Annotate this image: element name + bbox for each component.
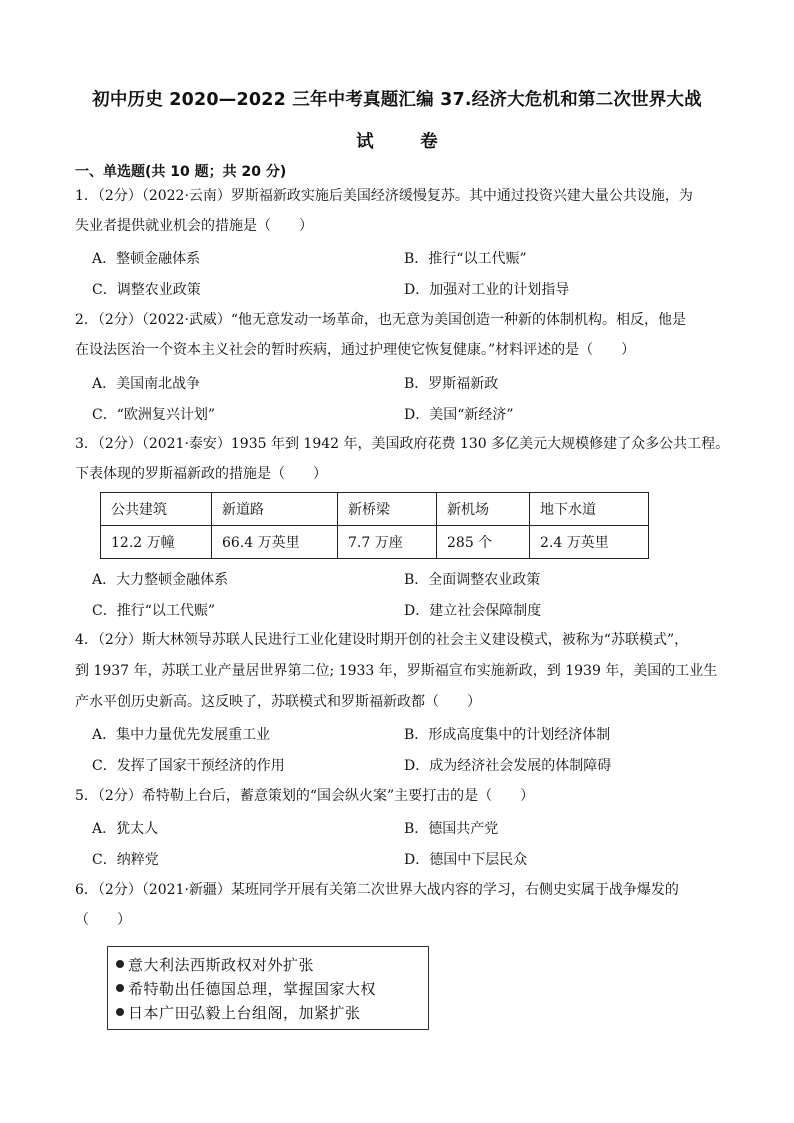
- table-header-cell: 新机场: [437, 493, 530, 526]
- table-header-cell: 公共建筑: [101, 493, 212, 526]
- q1-stem-line1: 1．（2分）（2022·云南）罗斯福新政实施后美国经济缓慢复苏。其中通过投资兴建大量公共设施，为: [75, 188, 693, 204]
- table-header-cell: 新桥梁: [338, 493, 437, 526]
- q4-stem-line2: 到 1937 年，苏联工业产量居世界第二位; 1933 年，罗斯福宣布实施新政，到 1939 年，美国的工业生: [75, 663, 718, 679]
- page-title: 初中历史 2020—2022 三年中考真题汇编 37.经济大危机和第二次世界大战: [92, 90, 702, 110]
- q3-option-b[interactable]: B．全面调整农业政策: [404, 572, 541, 588]
- q1-option-a[interactable]: A．整顿金融体系: [92, 251, 201, 267]
- q4-stem-line3: 产水平创历史新高。这反映了，苏联模式和罗斯福新政都（ ）: [75, 694, 481, 710]
- fact-text: 意大利法西斯政权对外扩张: [128, 956, 315, 974]
- q3-stem-line2: 下表体现的罗斯福新政的措施是（ ）: [75, 466, 327, 482]
- q6-stem-line1: 6．（2分）（2021·新疆）某班同学开展有关第二次世界大战内容的学习，右侧史实属于战争爆发的: [75, 882, 679, 898]
- q2-option-a[interactable]: A．美国南北战争: [92, 376, 201, 392]
- q5-option-a[interactable]: A．犹太人: [92, 821, 159, 837]
- table-row: [101, 526, 649, 559]
- table-cell: 7.7 万座: [338, 526, 437, 559]
- table-cell: 285 个: [437, 526, 530, 559]
- q4-option-a[interactable]: A．集中力量优先发展重工业: [92, 727, 271, 743]
- q4-option-d[interactable]: D．成为经济社会发展的体制障碍: [404, 758, 612, 774]
- q4-option-c[interactable]: C．发挥了国家干预经济的作用: [92, 758, 285, 774]
- fact-item: [116, 953, 428, 977]
- q1-option-d[interactable]: D．加强对工业的计划指导: [404, 282, 570, 298]
- q3-option-c[interactable]: C．推行“以工代赈”: [92, 603, 216, 619]
- q2-option-b[interactable]: B．罗斯福新政: [404, 376, 499, 392]
- fact-text: 日本广田弘毅上台组阁，加紧扩张: [128, 1004, 361, 1022]
- q1-option-c[interactable]: C．调整农业政策: [92, 282, 201, 298]
- table-header-row: [101, 493, 649, 526]
- fact-item: [116, 1001, 428, 1025]
- fact-text: 希特勒出任德国总理，掌握国家大权: [128, 980, 377, 998]
- q6-stem-line2: （ ）: [75, 912, 131, 928]
- page-subtitle: 试 卷: [356, 132, 438, 152]
- table-header-cell: 地下水道: [530, 493, 649, 526]
- q5-option-b[interactable]: B．德国共产党: [404, 821, 499, 837]
- q2-option-c[interactable]: C．“欧洲复兴计划”: [92, 407, 216, 423]
- q1-stem-line2: 失业者提供就业机会的措施是（ ）: [75, 218, 313, 234]
- bullet-icon: [116, 960, 124, 968]
- bullet-icon: [116, 1008, 124, 1016]
- q3-option-d[interactable]: D．建立社会保障制度: [404, 603, 542, 619]
- q5-option-d[interactable]: D．德国中下层民众: [404, 852, 528, 868]
- q4-option-b[interactable]: B．形成高度集中的计划经济体制: [404, 727, 611, 743]
- table-cell: 12.2 万幢: [101, 526, 212, 559]
- q3-option-a[interactable]: A．大力整顿金融体系: [92, 572, 229, 588]
- q6-facts-box: [107, 946, 429, 1030]
- q3-stem-line1: 3．（2分）（2021·泰安）1935 年到 1942 年，美国政府花费 130 多亿美元大规模修建了众多公共工程。: [75, 436, 730, 452]
- table-cell: 2.4 万英里: [530, 526, 649, 559]
- q4-stem-line1: 4．（2分）斯大林领导苏联人民进行工业化建设时期开创的社会主义建设模式，被称为“苏联模式”，: [75, 632, 689, 648]
- table-cell: 66.4 万英里: [212, 526, 338, 559]
- q1-option-b[interactable]: B．推行“以工代赈”: [404, 251, 527, 267]
- section-heading: 一、单选题(共 10 题；共 20 分): [75, 164, 287, 180]
- table-header-cell: 新道路: [212, 493, 338, 526]
- q2-stem-line1: 2．（2分）（2022·武威）“他无意发动一场革命，也无意为美国创造一种新的体制机构。相反，他是: [75, 312, 687, 328]
- fact-item: [116, 977, 428, 1001]
- q2-option-d[interactable]: D．美国“新经济”: [404, 407, 514, 423]
- q5-option-c[interactable]: C．纳粹党: [92, 852, 159, 868]
- bullet-icon: [116, 984, 124, 992]
- q2-stem-line2: 在设法医治一个资本主义社会的暂时疾病，通过护理使它恢复健康。”材料评述的是（ ）: [75, 342, 636, 358]
- q5-stem-line1: 5．（2分）希特勒上台后，蓄意策划的“国会纵火案”主要打击的是（ ）: [75, 788, 535, 804]
- q3-data-table: [100, 492, 649, 559]
